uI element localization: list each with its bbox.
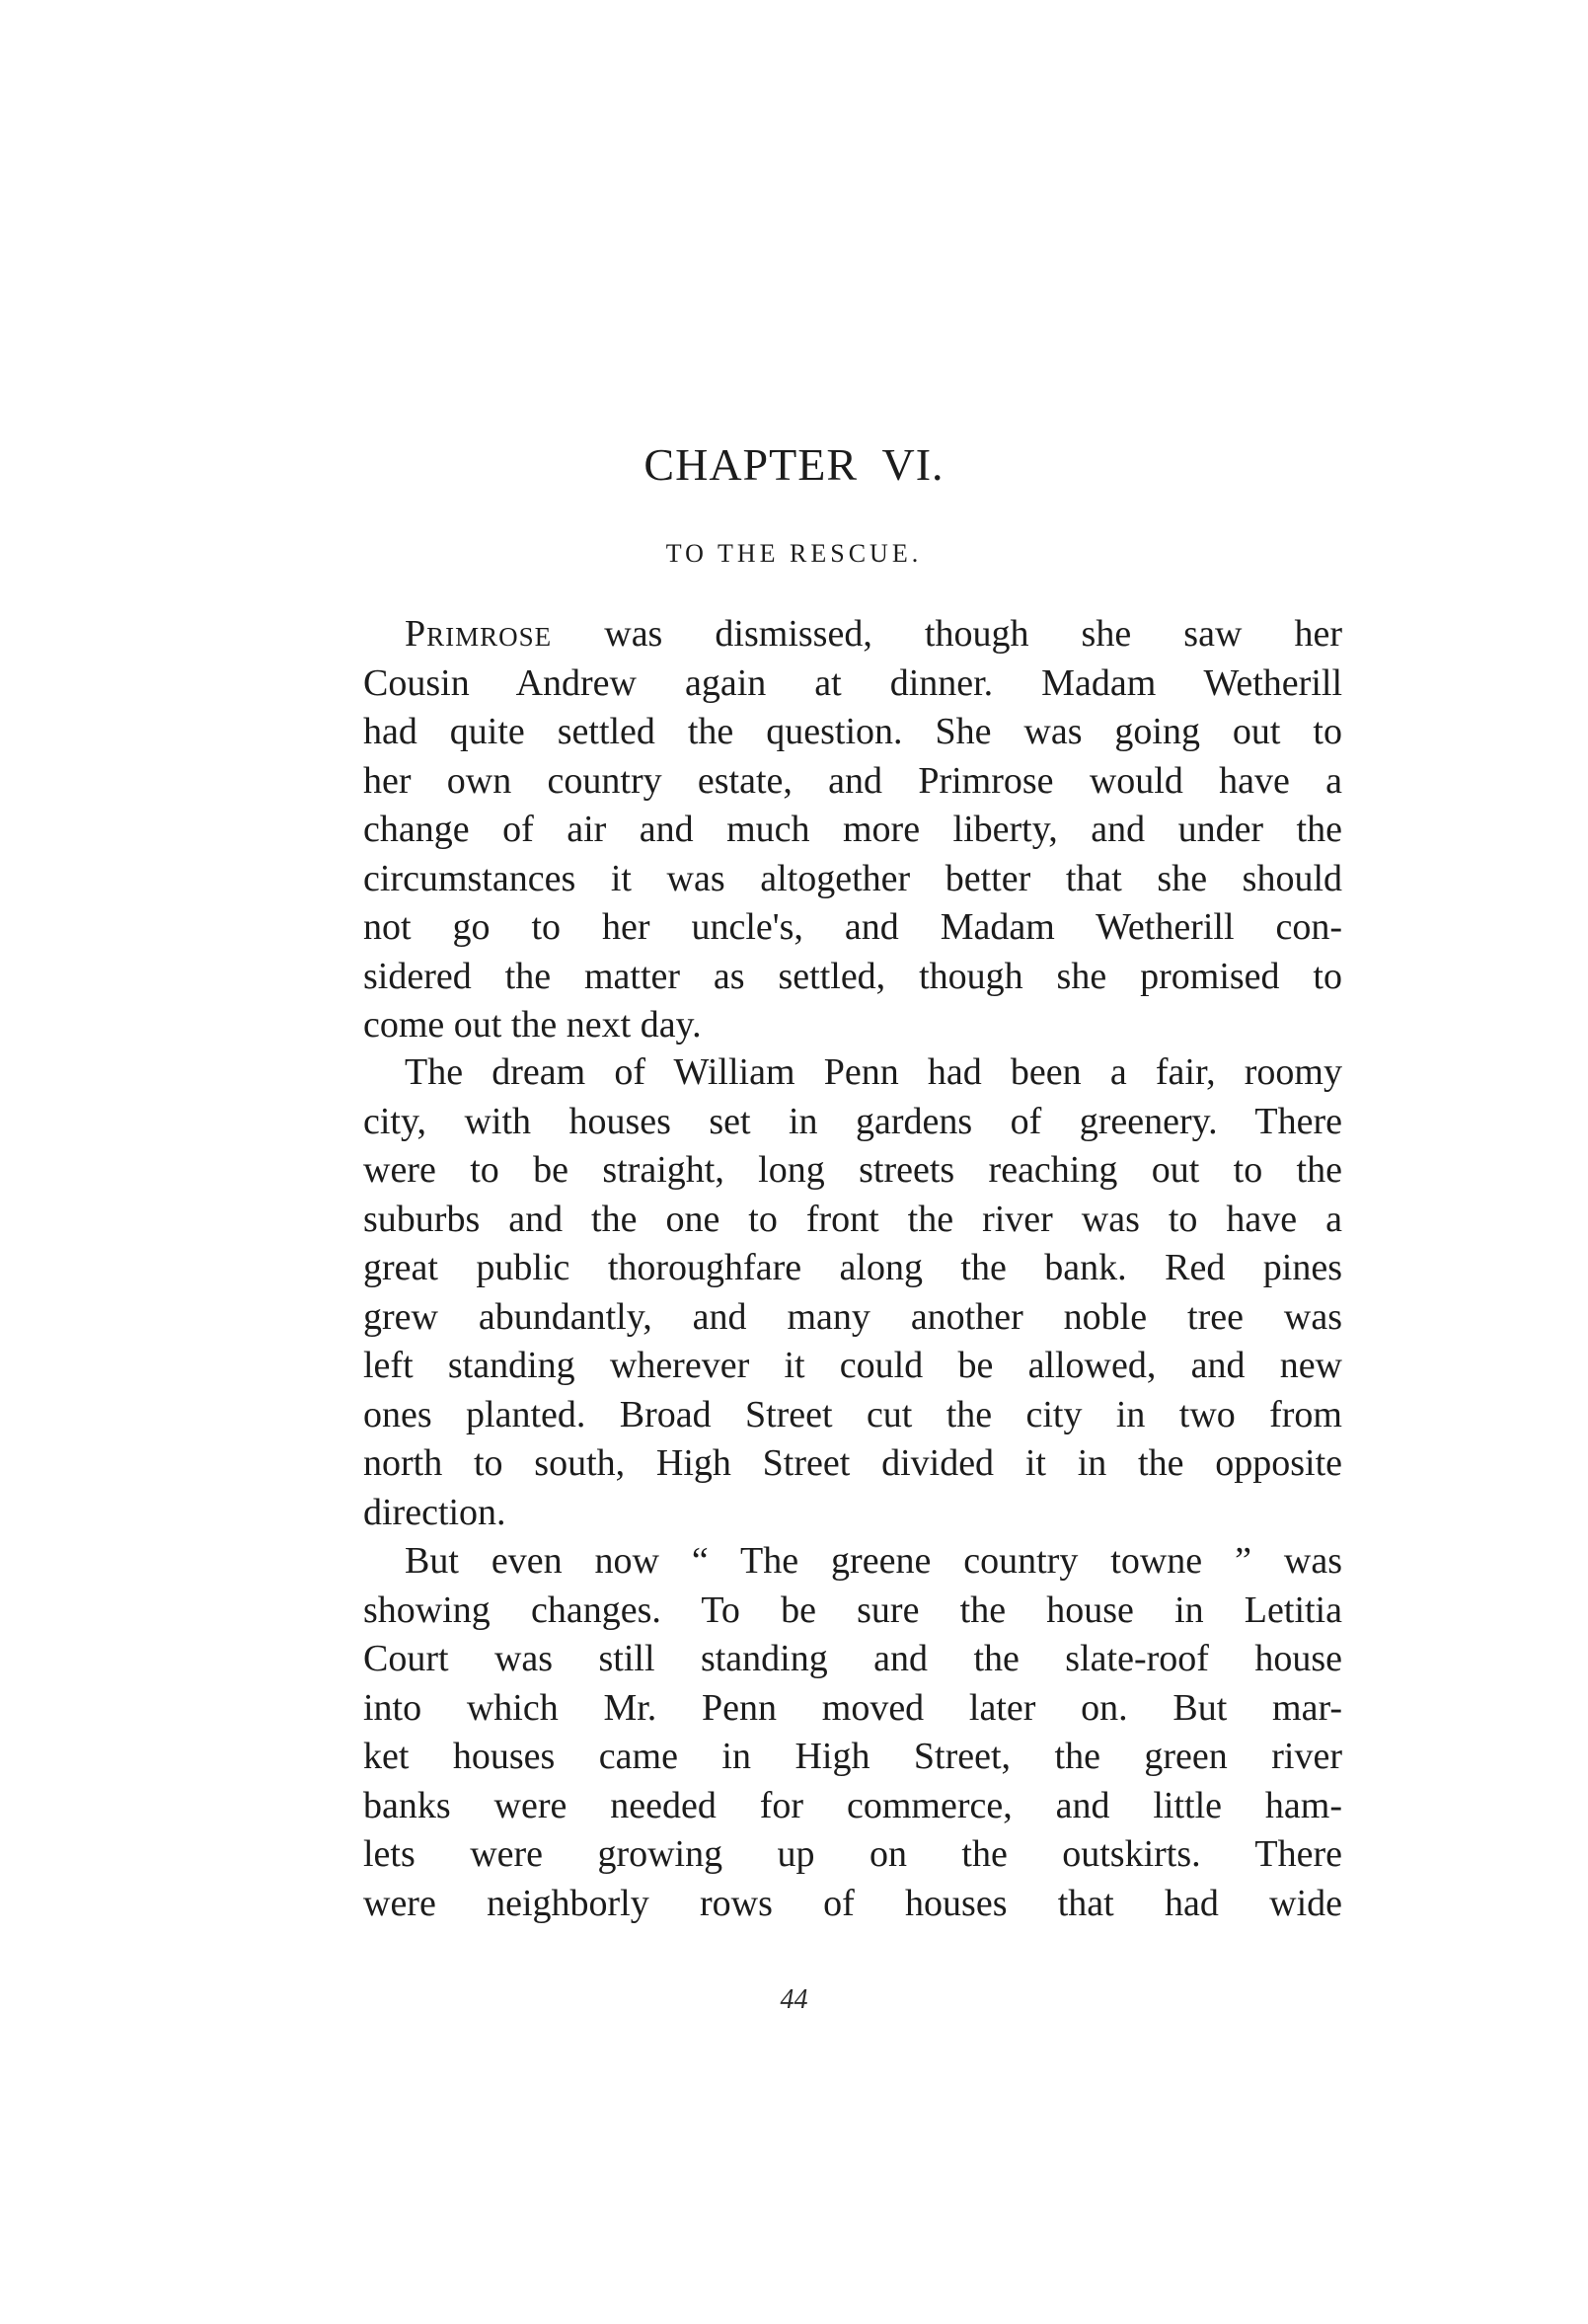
paragraph-1 [363,610,1342,1050]
text-line: great public thoroughfare along the bank. Red pines [363,1247,1342,1288]
text-line-rest: was dismissed, though she saw her [552,613,1342,655]
chapter-numeral: VI. [881,439,945,490]
paragraph-3 [363,1537,1342,1928]
text-line: ones planted. Broad Street cut the city in two from [363,1393,1342,1435]
text-line: Court was still standing and the slate-roof house [363,1638,1342,1679]
text-line: grew abundantly, and many another noble tree was [363,1295,1342,1338]
text-line: come out the next day. [363,1004,702,1046]
text-line: banks were needed for commerce, and little ham- [363,1784,1342,1826]
text-line [363,610,1342,659]
text-line: lets were growing up on the outskirts. There [363,1833,1342,1875]
page-number: 44 [780,1984,808,2015]
chapter-label: CHAPTER [643,439,859,490]
text-line: change of air and much more liberty, and under the [363,809,1342,850]
text-line: The dream of William Penn had been a fair, roomy [405,1051,1342,1093]
text-line: direction. [363,1491,506,1533]
paragraph-lead-word: Primrose [405,613,553,655]
text-line: suburbs and the one to front the river was to have a [363,1198,1342,1240]
chapter-title [0,439,1588,490]
text-line: were to be straight, long streets reaching out to the [363,1149,1342,1191]
text-line: had quite settled the question. She was going out to [363,711,1342,752]
paragraph-2 [363,1048,1342,1537]
text-line: into which Mr. Penn moved later on. But mar- [363,1686,1342,1729]
text-line: her own country estate, and Primrose would have a [363,759,1342,802]
text-line: not go to her uncle's, and Madam Wetherill con- [363,906,1342,948]
text-line: left standing wherever it could be allowed, and new [363,1345,1342,1386]
text-line: circumstances it was altogether better that she should [363,857,1342,899]
text-line: showing changes. To be sure the house in Letitia [363,1588,1342,1631]
text-line: But even now “ The greene country towne ” was [405,1540,1342,1582]
text-line: were neighborly rows of houses that had wide [363,1882,1342,1924]
chapter-subtitle: TO THE RESCUE. [665,539,923,568]
text-line: north to south, High Street divided it in the opposite [363,1442,1342,1484]
text-line: ket houses came in High Street, the green river [363,1736,1342,1777]
text-line: sidered the matter as settled, though she promised to [363,955,1342,997]
text-line: city, with houses set in gardens of greenery. There [363,1100,1342,1142]
text-line: Cousin Andrew again at dinner. Madam Wetherill [363,661,1342,704]
